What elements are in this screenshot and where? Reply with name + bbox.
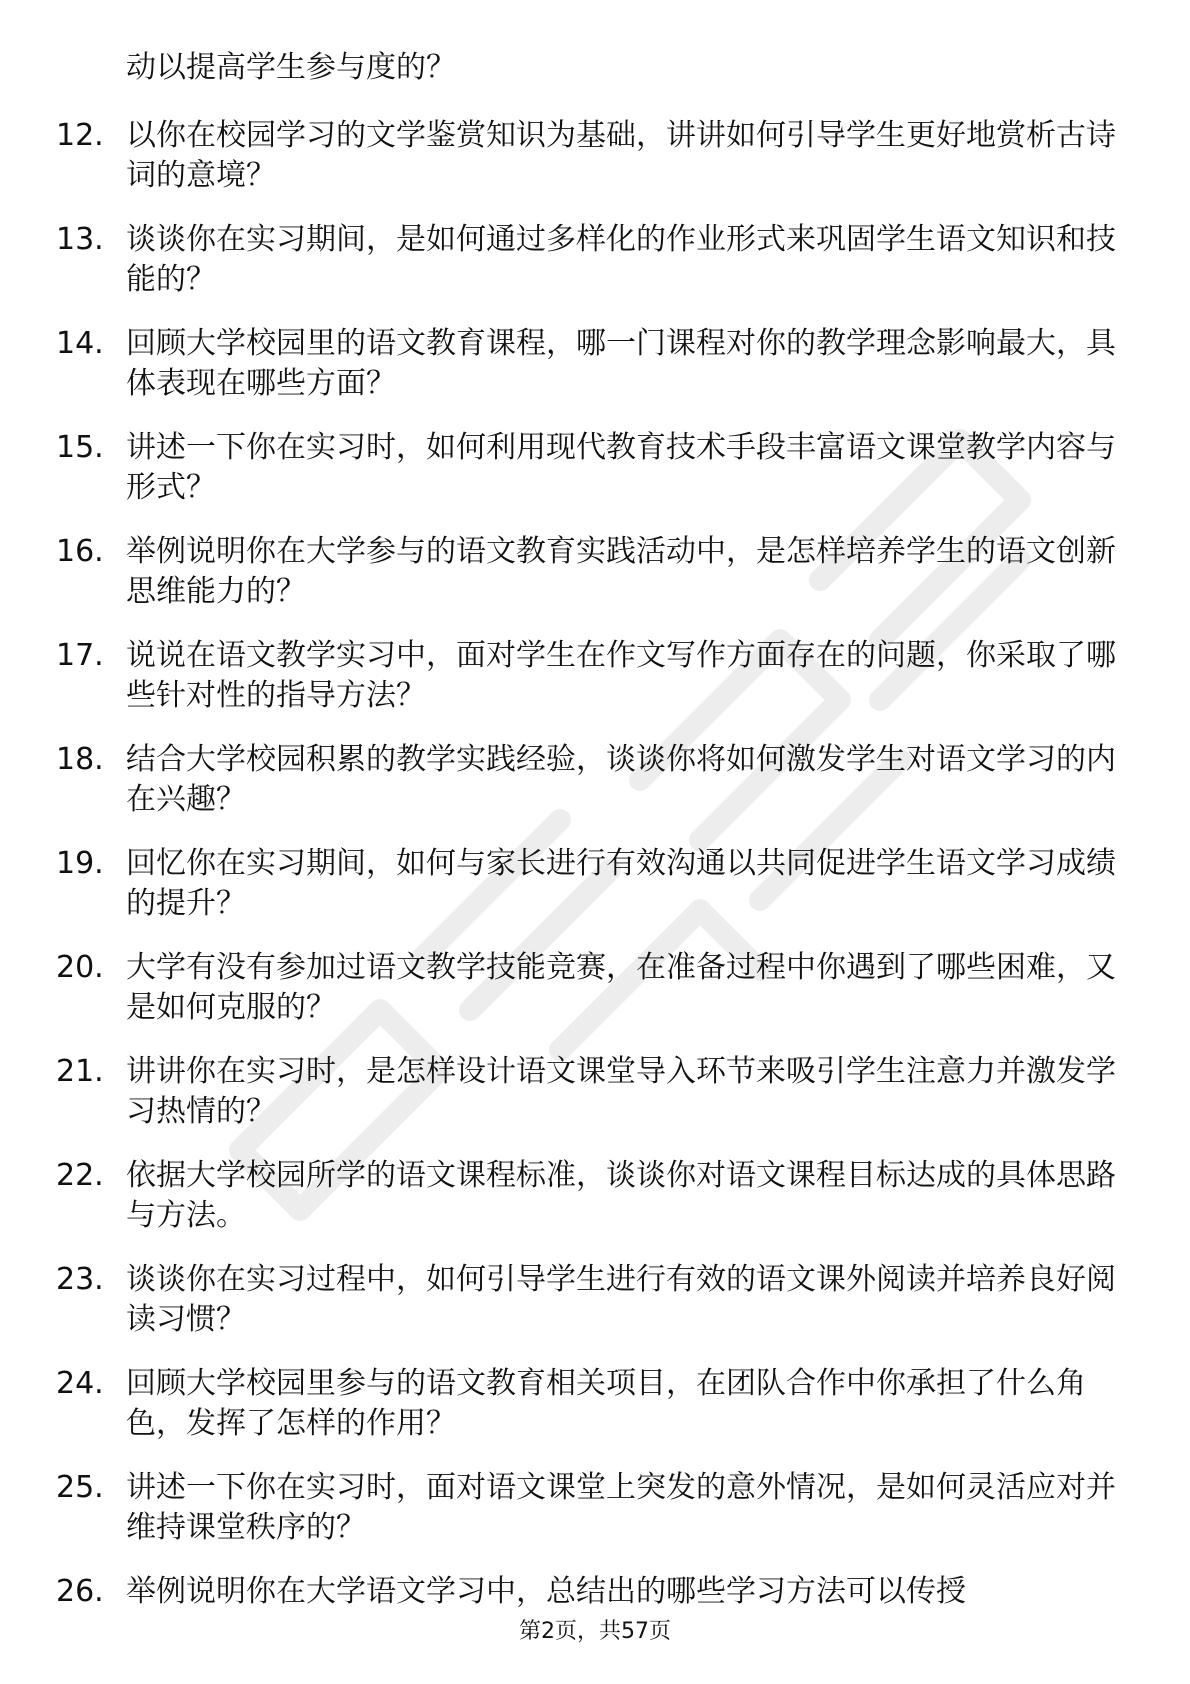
question-text: 大学有没有参加过语文教学技能竞赛，在准备过程中你遇到了哪些困难，又是如何克服的？ (126, 950, 1116, 1025)
question-item (56, 532, 1116, 636)
question-item (56, 740, 1116, 844)
page-number-footer: 第2页，共57页 (519, 1619, 671, 1644)
question-number: 13. (56, 222, 104, 257)
question-number: 25. (56, 1470, 104, 1505)
question-item (56, 636, 1116, 740)
question-item (56, 1052, 1116, 1156)
question-number: 14. (56, 326, 104, 361)
question-text: 回顾大学校园里的语文教育课程，哪一门课程对你的教学理念影响最大，具体表现在哪些方面？ (126, 326, 1116, 401)
question-text: 结合大学校园积累的教学实践经验，谈谈你将如何激发学生对语文学习的内在兴趣？ (126, 742, 1116, 817)
question-text: 讲述一下你在实习时，面对语文课堂上突发的意外情况，是如何灵活应对并维持课堂秩序的？ (126, 1470, 1116, 1545)
question-text: 讲述一下你在实习时，如何利用现代教育技术手段丰富语文课堂教学内容与形式？ (126, 430, 1116, 505)
question-text: 讲讲你在实习时，是怎样设计语文课堂导入环节来吸引学生注意力并激发学习热情的？ (126, 1054, 1116, 1129)
question-number: 22. (56, 1158, 104, 1193)
question-text: 举例说明你在大学参与的语文教育实践活动中，是怎样培养学生的语文创新思维能力的？ (126, 534, 1116, 609)
question-item (56, 220, 1116, 324)
question-number: 19. (56, 846, 104, 881)
question-text: 依据大学校园所学的语文课程标准，谈谈你对语文课程目标达成的具体思路与方法。 (126, 1158, 1116, 1233)
question-item (56, 428, 1116, 532)
question-item (56, 1156, 1116, 1260)
question-text: 举例说明你在大学语文学习中，总结出的哪些学习方法可以传授 (126, 1574, 966, 1609)
question-item (56, 116, 1116, 220)
question-text: 以你在校园学习的文学鉴赏知识为基础，讲讲如何引导学生更好地赏析古诗词的意境？ (126, 118, 1116, 193)
question-text: 谈谈你在实习期间，是如何通过多样化的作业形式来巩固学生语文知识和技能的？ (126, 222, 1116, 297)
question-text: 谈谈你在实习过程中，如何引导学生进行有效的语文课外阅读并培养良好阅读习惯？ (126, 1262, 1116, 1337)
question-number: 16. (56, 534, 104, 569)
question-number: 26. (56, 1574, 104, 1609)
question-number: 12. (56, 118, 104, 153)
question-text: 说说在语文教学实习中，面对学生在作文写作方面存在的问题，你采取了哪些针对性的指导方法？ (126, 638, 1116, 713)
question-item (56, 948, 1116, 1052)
question-item (56, 1468, 1116, 1572)
question-list (56, 116, 1116, 1676)
question-number: 18. (56, 742, 104, 777)
question-item (56, 1364, 1116, 1468)
question-item (56, 844, 1116, 948)
question-item (56, 1260, 1116, 1364)
continued-question-text: 动以提高学生参与度的？ (126, 50, 456, 85)
question-number: 21. (56, 1054, 104, 1089)
question-number: 17. (56, 638, 104, 673)
question-number: 15. (56, 430, 104, 465)
question-number: 23. (56, 1262, 104, 1297)
question-item (56, 324, 1116, 428)
question-number: 24. (56, 1366, 104, 1401)
question-text: 回顾大学校园里参与的语文教育相关项目，在团队合作中你承担了什么角色，发挥了怎样的作用？ (126, 1366, 1086, 1441)
question-number: 20. (56, 950, 104, 985)
question-text: 回忆你在实习期间，如何与家长进行有效沟通以共同促进学生语文学习成绩的提升？ (126, 846, 1116, 921)
